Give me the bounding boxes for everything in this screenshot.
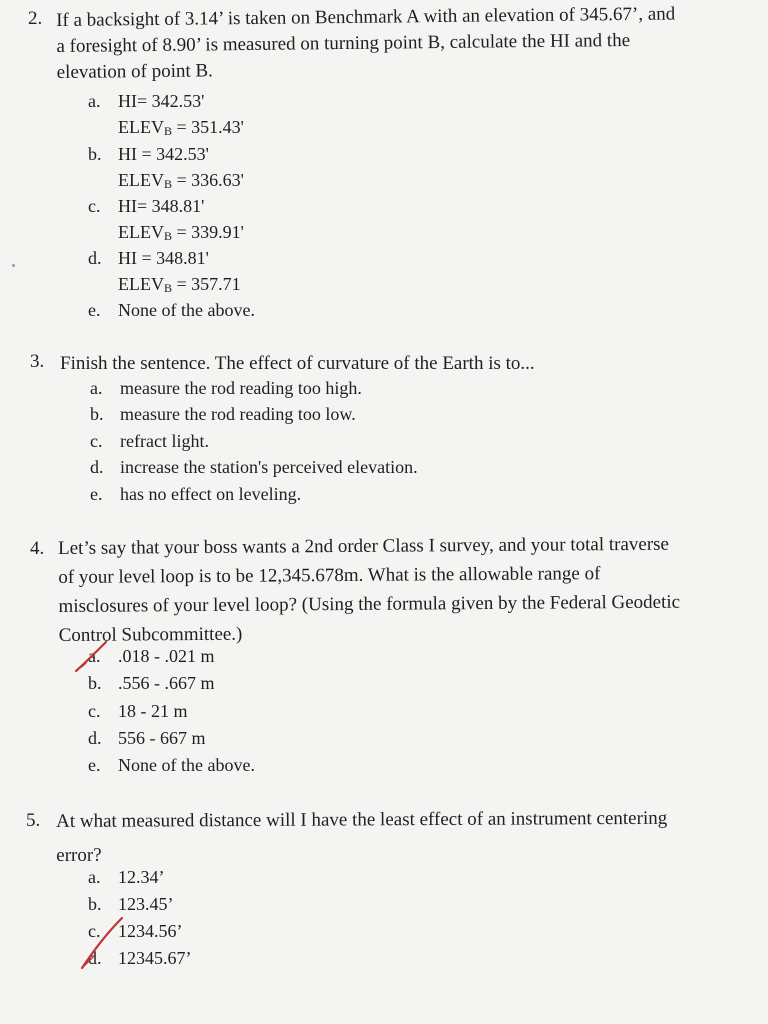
option-a [88, 864, 165, 890]
option-elev-prefix: ELEV [118, 117, 164, 137]
option-text: 556 - 667 m [118, 728, 206, 748]
option-text: 12345.67’ [118, 948, 192, 968]
option-text: refract light. [120, 431, 209, 451]
option-elev-sub: B [163, 177, 172, 191]
option-elev-sub: B [163, 229, 172, 243]
option-b [88, 141, 244, 197]
option-b [90, 401, 356, 427]
stem-line: Let’s say that your boss wants a 2nd order Class I survey, and your total traverse [58, 533, 670, 559]
question-number: 4. [30, 538, 45, 559]
stem-line: a foresight of 8.90’ is measured on turning point B, calculate the HI and the [56, 29, 631, 57]
option-elev-prefix: ELEV [118, 222, 164, 242]
option-e [90, 481, 301, 507]
option-c [88, 193, 244, 249]
option-elev-value: = 351.43' [172, 117, 244, 137]
stem-line: misclosures of your level loop? (Using the formula given by the Federal Geodetic [58, 591, 681, 617]
margin-dot [12, 264, 15, 267]
stem-line: If a backsight of 3.14’ is taken on Benchmark A with an elevation of 345.67’, and [56, 3, 676, 31]
option-letter: a. [88, 867, 101, 887]
option-letter: b. [88, 673, 102, 693]
option-text: measure the rod reading too high. [120, 378, 362, 398]
handwritten-check-mark-icon [76, 912, 126, 974]
option-c [88, 698, 188, 724]
option-elev-prefix: ELEV [118, 170, 164, 190]
stem-line: Finish the sentence. The effect of curvature of the Earth is to... [60, 353, 535, 374]
option-e [88, 752, 255, 778]
question-stem [58, 530, 680, 650]
option-letter: d. [88, 728, 102, 748]
option-elev-prefix: ELEV [118, 274, 164, 294]
option-text: increase the station's perceived elevation. [120, 457, 418, 477]
option-letter: b. [90, 404, 104, 424]
option-elev-value: = 339.91' [172, 222, 244, 242]
option-letter: c. [88, 921, 101, 941]
handwritten-check-mark-icon [72, 638, 112, 678]
option-letter: e. [88, 300, 101, 320]
option-letter: d. [88, 248, 102, 268]
option-hi: HI= 348.81' [118, 196, 205, 216]
question-number: 5. [26, 810, 41, 831]
option-text: has no effect on leveling. [120, 484, 302, 504]
option-letter: a. [88, 646, 101, 666]
option-text: .018 - .021 m [118, 646, 215, 666]
option-letter: a. [88, 91, 101, 111]
option-letter: e. [88, 755, 101, 775]
option-d [88, 245, 241, 301]
option-text: 12.34’ [118, 867, 165, 887]
stem-line: Control Subcommittee.) [58, 623, 243, 646]
option-letter: c. [90, 431, 103, 451]
option-letter: b. [88, 894, 102, 914]
option-a [90, 375, 362, 401]
option-letter: a. [90, 378, 103, 398]
option-letter: d. [88, 948, 102, 968]
option-c [90, 428, 209, 454]
option-a [88, 88, 244, 144]
option-text: None of the above. [118, 300, 255, 320]
option-text: .556 - .667 m [118, 673, 215, 693]
question-number: 2. [28, 8, 43, 29]
option-letter: c. [88, 196, 101, 216]
option-text: None of the above. [118, 755, 255, 775]
option-d [90, 454, 418, 480]
option-letter: c. [88, 701, 101, 721]
option-letter: b. [88, 144, 102, 164]
option-text: 1234.56’ [118, 921, 183, 941]
option-elev-sub: B [163, 124, 172, 138]
option-hi: HI= 342.53' [118, 91, 205, 111]
option-elev-sub: B [163, 281, 172, 295]
option-e [88, 297, 255, 323]
option-text: measure the rod reading too low. [120, 404, 356, 424]
question-stem [56, 2, 676, 86]
option-text: 18 - 21 m [118, 701, 188, 721]
option-hi: HI = 348.81' [118, 248, 209, 268]
stem-line: elevation of point B. [56, 60, 213, 83]
question-stem [60, 351, 535, 377]
option-hi: HI = 342.53' [118, 144, 209, 164]
option-letter: e. [90, 484, 103, 504]
stem-line: At what measured distance will I have the least effect of an instrument centering [56, 807, 668, 832]
question-number: 3. [30, 351, 45, 372]
option-elev-value: = 336.63' [172, 170, 244, 190]
option-d [88, 725, 206, 751]
stem-line: error? [56, 844, 102, 866]
question-stem [56, 802, 667, 873]
option-elev-value: = 357.71 [172, 274, 241, 294]
option-letter: d. [90, 457, 104, 477]
option-text: 123.45’ [118, 894, 174, 914]
stem-line: of your level loop is to be 12,345.678m. What is the allowable range of [58, 563, 601, 588]
